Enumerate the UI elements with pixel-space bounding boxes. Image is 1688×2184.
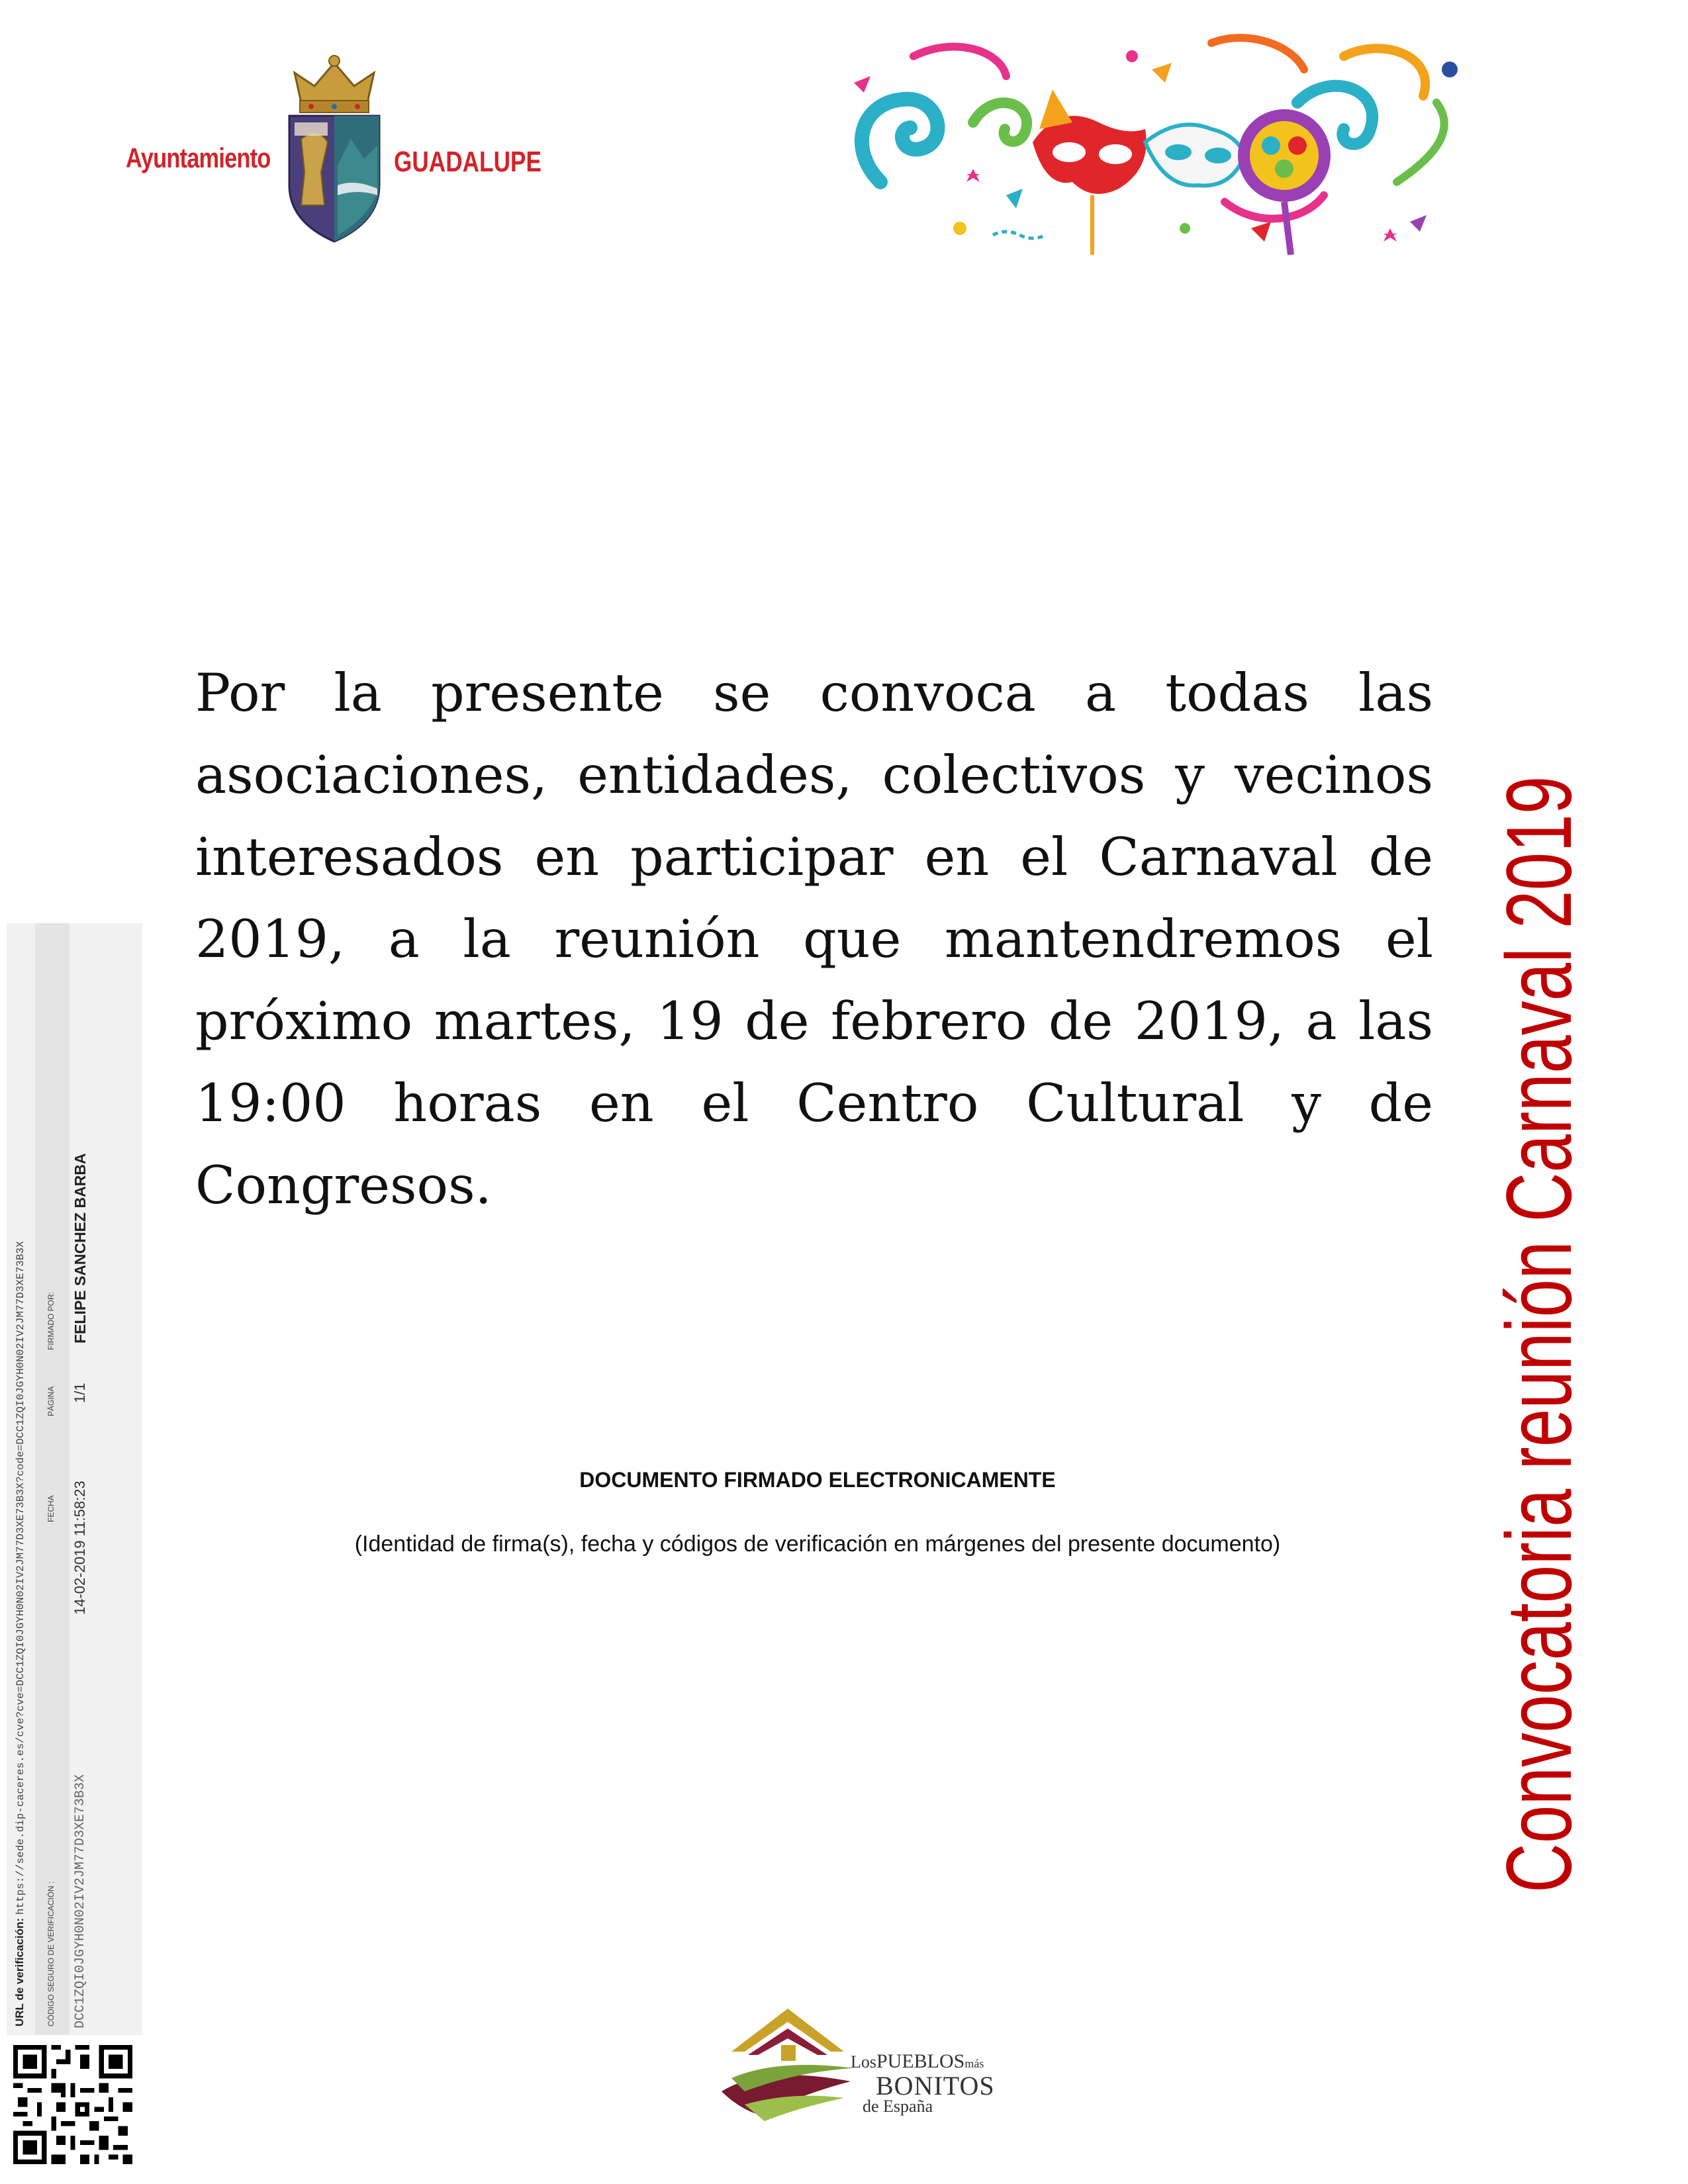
carnival-masks-banner (841, 30, 1476, 268)
pueblos-bonitos-logo (718, 1992, 996, 2124)
logo-text-guadalupe: GUADALUPE (394, 146, 541, 178)
date-label: FECHA (46, 1495, 56, 1522)
verification-code-value: DCC1ZQI0JGYH0N02IV2JM77D3XE73B3X (73, 1774, 88, 2028)
logo-line-3: de España (863, 2097, 933, 2116)
signer-label: FIRMADO POR: (46, 1291, 56, 1350)
verification-url[interactable] (13, 1241, 26, 2026)
page-label: PÁGINA (46, 1386, 56, 1416)
document-title: Convocatoria reunión Carnaval 2019 (1487, 776, 1591, 1893)
verification-column-shade (35, 923, 70, 2035)
verification-url-label: URL de verificación: (13, 1917, 26, 2026)
body-paragraph: Por la presente se convoca a todas las asociaciones, entidades, colectivos y vecinos interesados en participar en el Carnaval de 2019, a la reunión que mantendremos el próximo martes, 19 de febrero de 2019, a las 19:00 horas en el Centro Cultural y de Congresos. (195, 662, 1433, 1216)
logo-line-1: LosPUEBLOSmás (851, 2050, 984, 2072)
coat-of-arms-icon (281, 53, 387, 245)
verification-url-value[interactable]: https://sede.dip-caceres.es/cve?cve=DCC1ZQI0JGYH0N02IV2JM77D3XE73B3X?code=DCC1ZQI0JGYH0N02IV2JM77D3XE73B3X (15, 1241, 26, 1915)
pueblos-bonitos-emblem-icon (718, 1992, 857, 2124)
page-value: 1/1 (71, 1383, 88, 1403)
signature-title: DOCUMENTO FIRMADO ELECTRONICAMENTE (579, 1468, 1056, 1492)
logo-line-2: BONITOS (876, 2071, 995, 2101)
qr-code-icon[interactable] (13, 2045, 132, 2164)
ayuntamiento-logo (119, 53, 543, 251)
logo-text-ayuntamiento: Ayuntamiento (126, 142, 271, 173)
date-value: 14-02-2019 11:58:23 (71, 1480, 88, 1615)
signature-note: (Identidad de firma(s), fecha y códigos de verificación en márgenes del presente documento) (354, 1531, 1281, 1557)
signer-value: FELIPE SANCHEZ BARBA (71, 1153, 89, 1343)
verification-code-label: CÓDIGO SEGURO DE VERIFICACIÓN : (46, 1881, 56, 2026)
